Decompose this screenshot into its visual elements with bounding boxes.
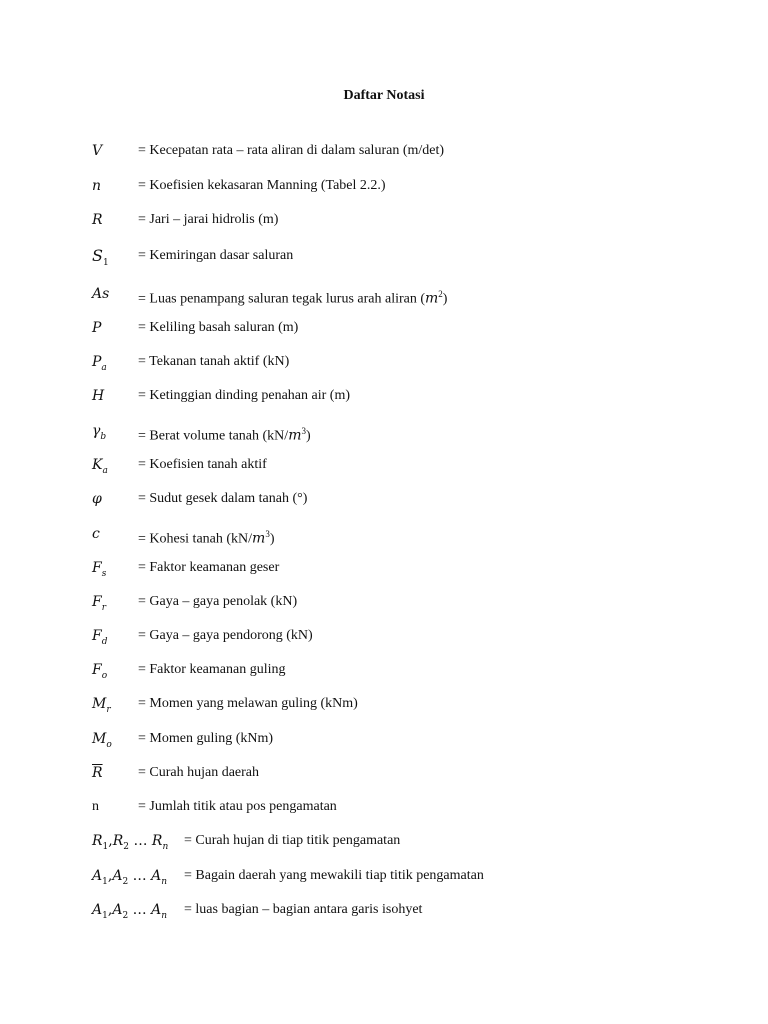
notation-definition: = Berat volume tanah $(kN/m^3)$ bbox=[138, 426, 311, 444]
notation-definition: = Koefisien tanah aktif bbox=[138, 457, 267, 472]
notation-definition: = Momen guling (kNm) bbox=[138, 731, 274, 746]
notation-symbol: $A_1,A_2$ … $A_n$ bbox=[92, 868, 167, 887]
notation-symbol: $S_1$ bbox=[92, 246, 109, 269]
notation-symbol: $K_a$ bbox=[92, 457, 108, 476]
notation-definition: = Tekanan tanah aktif (kN) bbox=[138, 354, 290, 369]
notation-definition: = Faktor keamanan guling bbox=[138, 662, 286, 677]
notation-definition: = Koefisien kekasaran Manning (Tabel 2.2.) bbox=[138, 178, 386, 193]
notation-definition: = Faktor keamanan geser bbox=[138, 560, 280, 575]
notation-definition: = Kohesi tanah $(kN/m^3)$ bbox=[138, 529, 275, 547]
notation-definition: = Ketinggian dinding penahan air (m) bbox=[138, 388, 351, 403]
notation-symbol: $\gamma_b$ bbox=[92, 423, 107, 442]
notation-symbol: $\overline{R}$ bbox=[92, 765, 103, 781]
notation-symbol: n bbox=[92, 178, 102, 194]
notation-symbol: P bbox=[92, 320, 102, 336]
notation-symbol: $F_d$ bbox=[92, 628, 108, 647]
notation-symbol: c bbox=[92, 526, 100, 542]
notation-symbol: φ bbox=[92, 491, 102, 507]
notation-symbol: $M_o$ bbox=[92, 731, 112, 750]
notation-definition: = Gaya – gaya pendorong (kN) bbox=[138, 628, 313, 643]
notation-definition: = Momen yang melawan guling (kNm) bbox=[138, 696, 358, 711]
notation-symbol: R bbox=[92, 212, 103, 228]
notation-symbol: H bbox=[92, 388, 105, 404]
notation-symbol: $P_a$ bbox=[92, 354, 107, 373]
notation-definition: = luas bagian – bagian antara garis isohyet bbox=[184, 902, 423, 917]
notation-definition: = Curah hujan di tiap titik pengamatan bbox=[184, 833, 401, 848]
notation-definition: = Gaya – gaya penolak (kN) bbox=[138, 594, 298, 609]
notation-definition: = Luas penampang saluran tegak lurus arah aliran $(m^2)$ bbox=[138, 289, 448, 307]
notation-symbol: $F_r$ bbox=[92, 594, 107, 613]
notation-definition: = Keliling basah saluran (m) bbox=[138, 320, 299, 335]
notation-definition: = Kemiringan dasar saluran bbox=[138, 248, 294, 263]
notation-definition: = Bagain daerah yang mewakili tiap titik pengamatan bbox=[184, 868, 484, 883]
notation-definition: = Jari – jarai hidrolis (m) bbox=[138, 212, 279, 227]
notation-symbol: $F_o$ bbox=[92, 662, 108, 681]
notation-symbol: n bbox=[92, 799, 99, 814]
notation-definition: = Curah hujan daerah bbox=[138, 765, 260, 780]
notation-symbol: $R_1,R_2$ … $R_n$ bbox=[92, 833, 169, 852]
notation-symbol: $A_1,A_2$ … $A_n$ bbox=[92, 902, 167, 921]
page-title: Daftar Notasi bbox=[343, 88, 425, 103]
notation-symbol: As bbox=[92, 286, 110, 302]
notation-definition: = Sudut gesek dalam tanah (°) bbox=[138, 491, 308, 506]
notation-symbol: V bbox=[92, 143, 103, 159]
notation-definition: = Jumlah titik atau pos pengamatan bbox=[138, 799, 337, 814]
notation-symbol: $F_s$ bbox=[92, 560, 107, 579]
notation-symbol: $M_r$ bbox=[92, 696, 111, 715]
notation-definition: = Kecepatan rata – rata aliran di dalam saluran (m/det) bbox=[138, 143, 445, 158]
